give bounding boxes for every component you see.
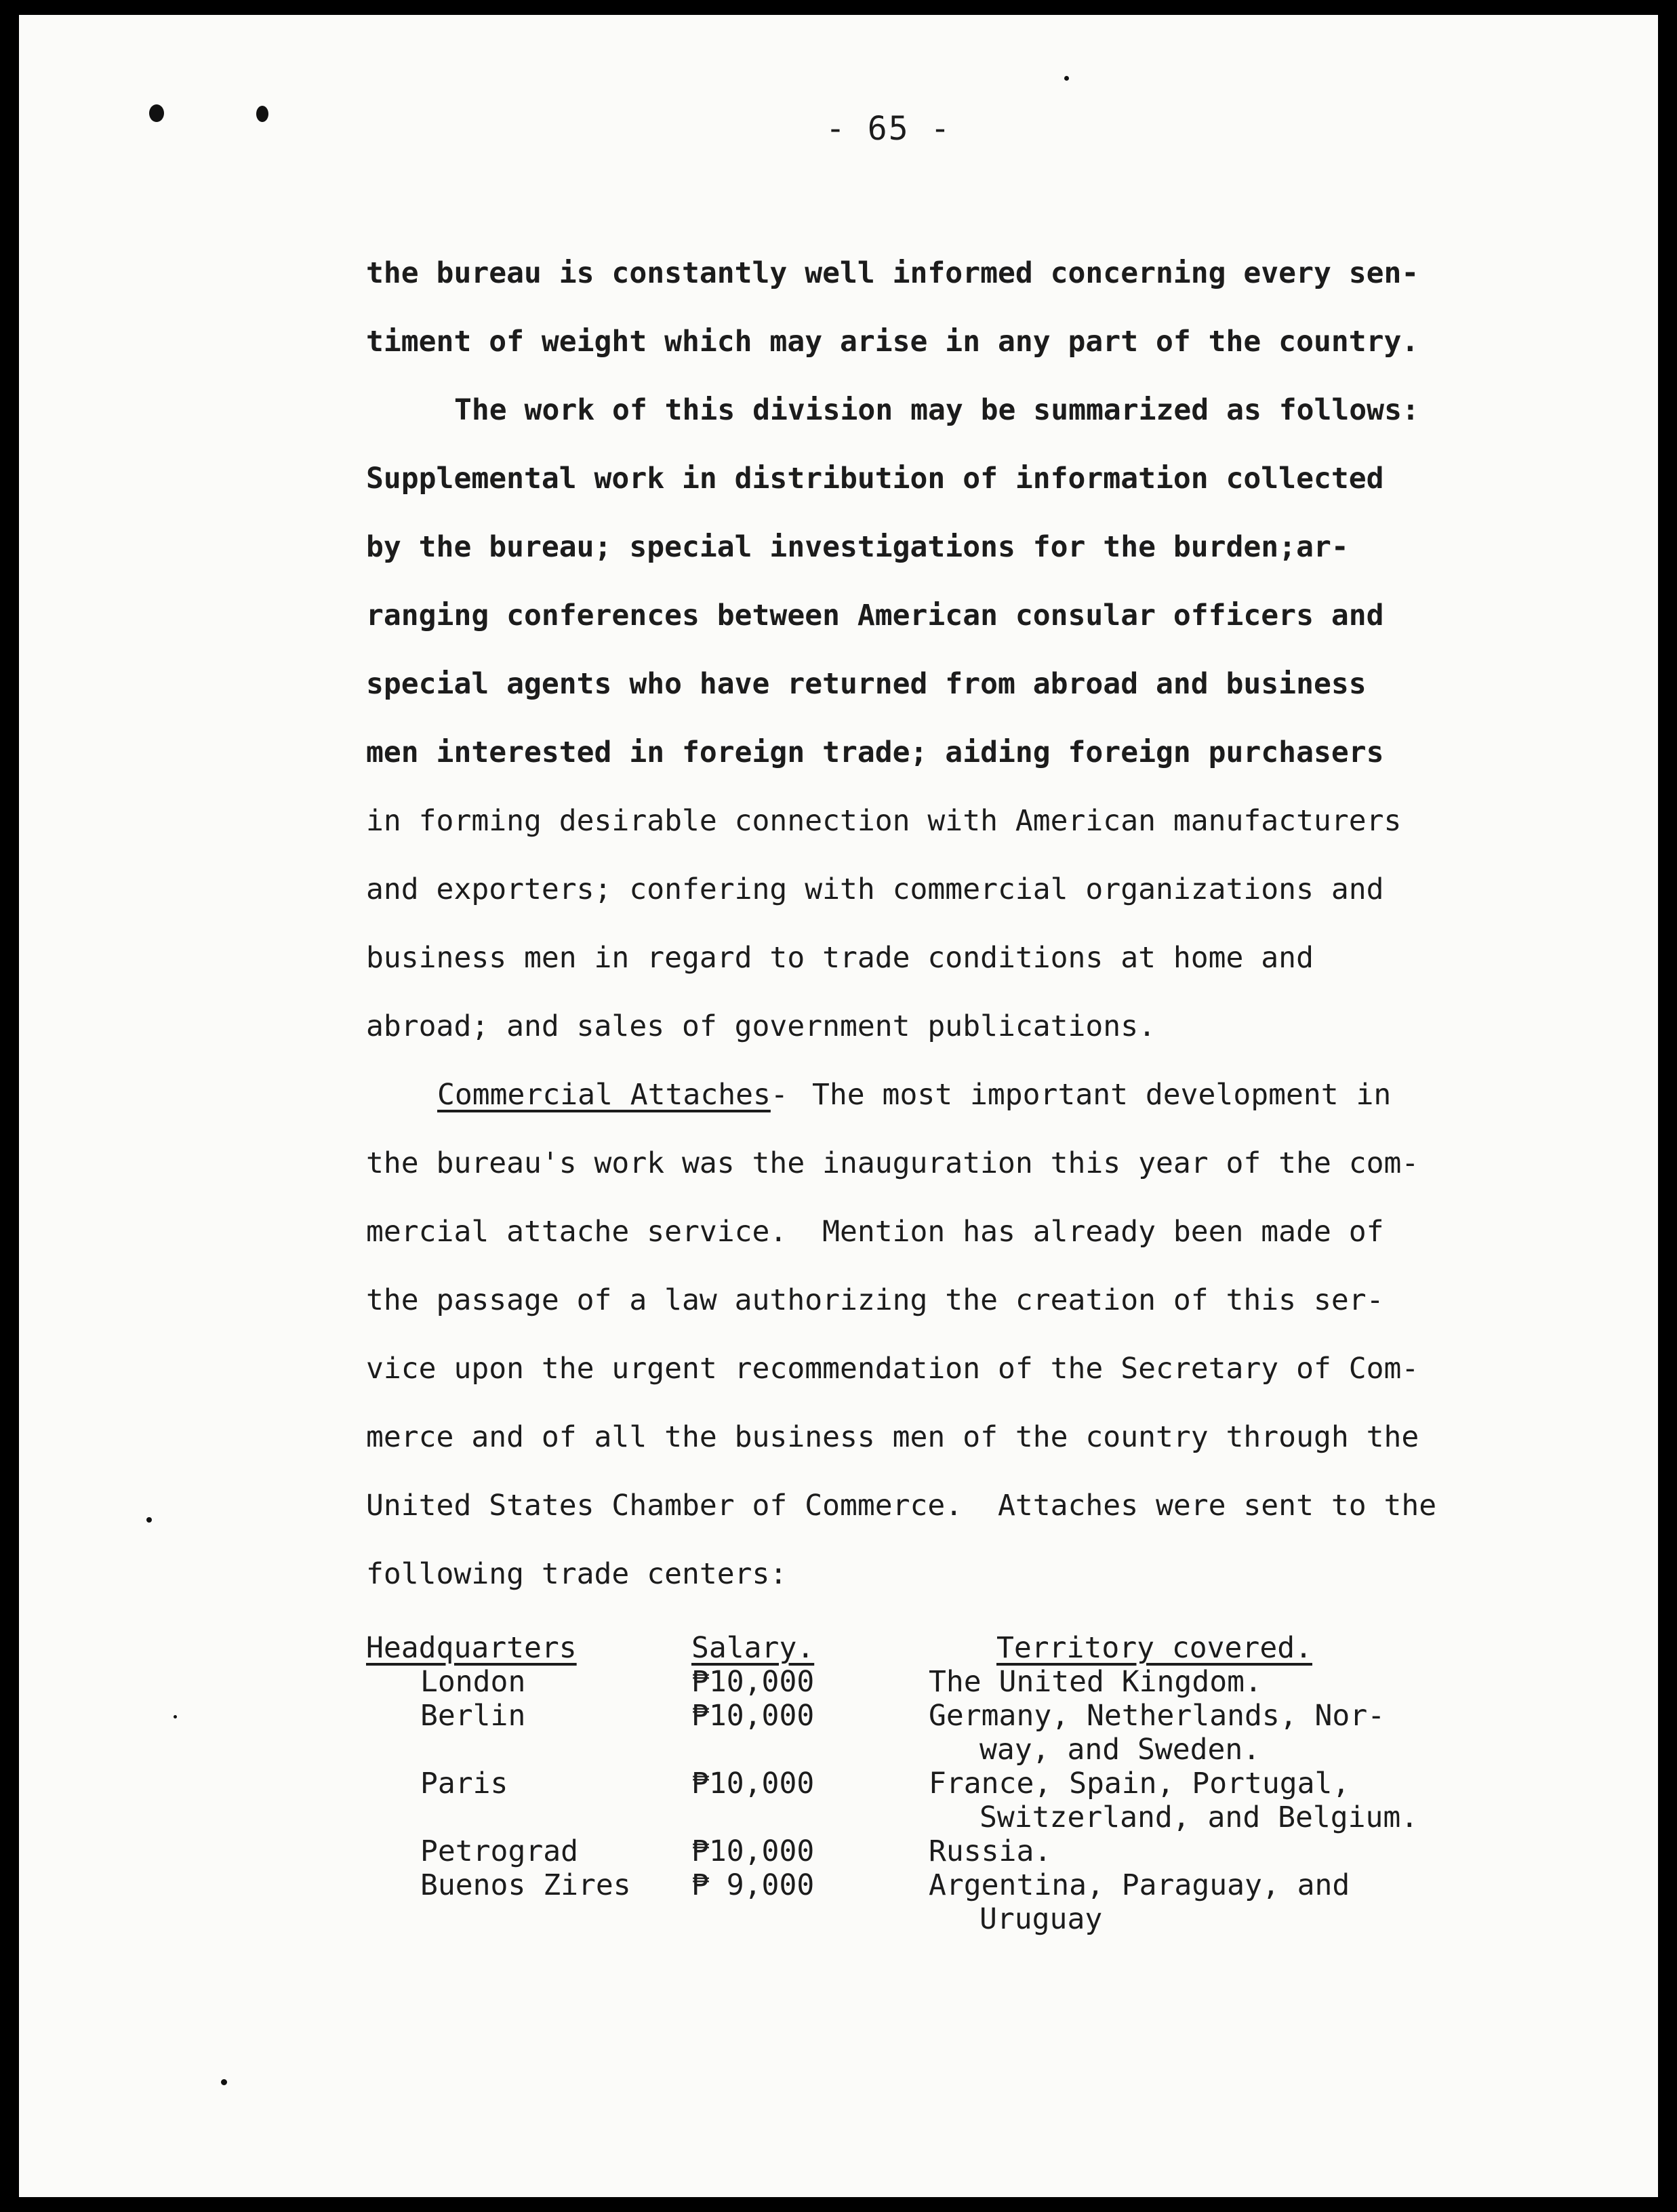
- table-row-headquarters: London: [420, 1665, 526, 1699]
- table-row-salary: ₱ 9,000: [691, 1868, 815, 1902]
- header-salary: Salary.: [691, 1631, 815, 1665]
- table-row-salary: ₱10,000: [691, 1699, 815, 1733]
- paragraph-2-line-10: abroad; and sales of government publications.: [366, 1009, 1156, 1043]
- paragraph-2-line-9: business men in regard to trade conditions at home and: [366, 941, 1314, 975]
- paragraph-3-line-8: following trade centers:: [366, 1557, 788, 1591]
- section-heading-dash: -: [770, 1078, 788, 1112]
- paragraph-3-line-1: The most important development in: [812, 1078, 1392, 1112]
- paragraph-3-line-2: the bureau's work was the inauguration this year of the com-: [366, 1146, 1419, 1180]
- paragraph-3-line-4: the passage of a law authorizing the creation of this ser-: [366, 1283, 1384, 1317]
- paragraph-2-line-7: in forming desirable connection with American manufacturers: [366, 804, 1402, 838]
- table-row-salary: ₱10,000: [691, 1767, 815, 1801]
- table-row-territory-continued: Switzerland, and Belgium.: [979, 1801, 1419, 1834]
- paragraph-2-line-8: and exporters; confering with commercial organizations and: [366, 872, 1384, 906]
- section-heading-commercial-attaches: Commercial Attaches: [437, 1078, 771, 1112]
- table-row-territory: Germany, Netherlands, Nor-: [929, 1699, 1386, 1733]
- table-row-headquarters: Petrograd: [420, 1834, 578, 1868]
- table-row-territory: The United Kingdom.: [929, 1665, 1262, 1699]
- table-row-headquarters: Berlin: [420, 1699, 526, 1733]
- punch-hole-mark-left: [149, 104, 164, 122]
- paragraph-3-line-7: United States Chamber of Commerce. Attaches were sent to the: [366, 1489, 1437, 1523]
- paragraph-3-line-5: vice upon the urgent recommendation of the Secretary of Com-: [366, 1352, 1419, 1386]
- table-row-salary: ₱10,000: [691, 1834, 815, 1868]
- speck-mark: [146, 1517, 152, 1523]
- paragraph-2-line-2: Supplemental work in distribution of information collected: [366, 462, 1384, 496]
- table-row-headquarters: Buenos Zires: [420, 1868, 631, 1902]
- paragraph-2-line-5: special agents who have returned from abroad and business: [366, 667, 1367, 701]
- table-row-headquarters: Paris: [420, 1767, 508, 1801]
- punch-hole-mark-right: [256, 106, 268, 122]
- table-row-territory: Argentina, Paraguay, and: [929, 1868, 1350, 1902]
- section-heading-line: [437, 1078, 788, 1112]
- speck-mark: [174, 1715, 177, 1718]
- table-row-salary: ₱10,000: [691, 1665, 815, 1699]
- table-row-territory-continued: way, and Sweden.: [979, 1733, 1261, 1767]
- header-territory: Territory covered.: [996, 1631, 1312, 1665]
- speck-mark: [221, 2079, 227, 2085]
- table-row-territory-continued: Uruguay: [979, 1902, 1103, 1936]
- table-row-territory: France, Spain, Portugal,: [929, 1767, 1350, 1801]
- paragraph-2-line-6: men interested in foreign trade; aiding foreign purchasers: [366, 736, 1384, 769]
- table-row-territory: Russia.: [929, 1834, 1052, 1868]
- paragraph-3-line-3: mercial attache service. Mention has already been made of: [366, 1215, 1384, 1249]
- page-number: - 65 -: [826, 110, 952, 148]
- header-headquarters: Headquarters: [366, 1631, 577, 1665]
- paragraph-2-line-3: by the bureau; special investigations for the burden;ar-: [366, 530, 1349, 564]
- paragraph-1-line-2: timent of weight which may arise in any part of the country.: [366, 325, 1419, 359]
- paragraph-3-line-6: merce and of all the business men of the country through the: [366, 1420, 1419, 1454]
- paragraph-2-line-1: The work of this division may be summarized as follows:: [454, 393, 1419, 427]
- speck-mark: [1064, 76, 1069, 81]
- paragraph-1-line-1: the bureau is constantly well informed concerning every sen-: [366, 256, 1419, 290]
- paragraph-2-line-4: ranging conferences between American consular officers and: [366, 599, 1384, 632]
- document-page: [19, 15, 1658, 2197]
